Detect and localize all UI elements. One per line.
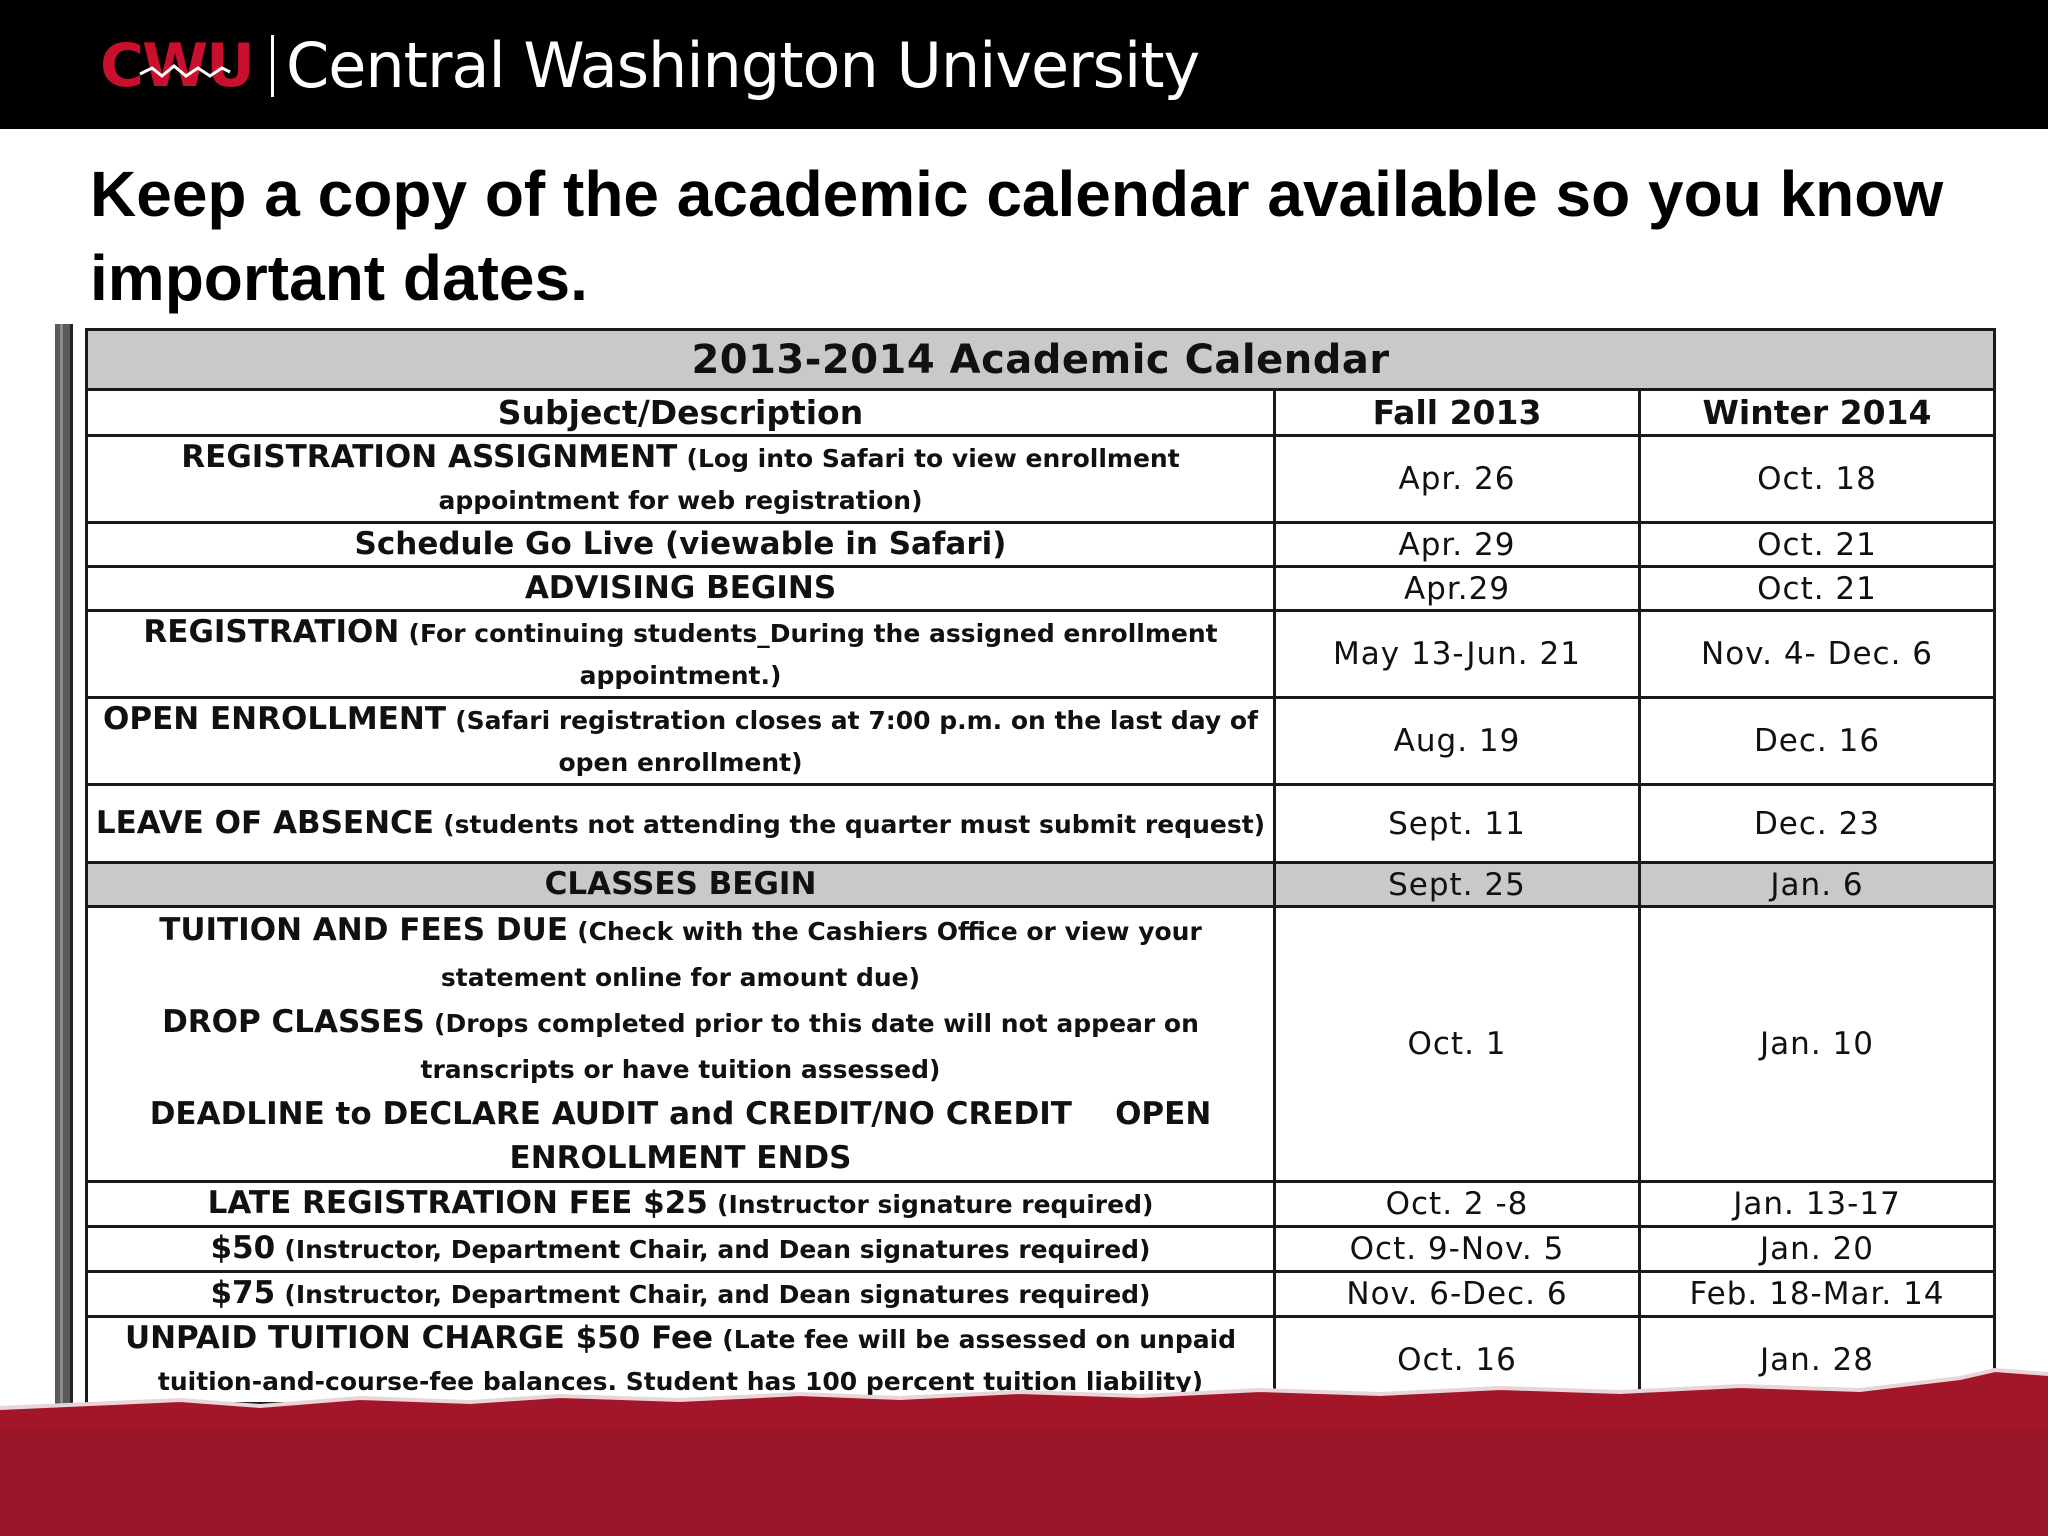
row-bold-text: REGISTRATION ASSIGNMENT (181, 439, 678, 475)
calendar-title: 2013-2014 Academic Calendar (87, 330, 1995, 390)
table-row (87, 1227, 1995, 1272)
calendar-title-row (87, 330, 1995, 390)
row-description (87, 907, 1275, 1182)
row-winter-date: Dec. 23 (1640, 785, 1995, 863)
row-bold-text: ADVISING BEGINS (524, 570, 837, 606)
row-bold-text: DEADLINE to DECLARE AUDIT and CREDIT/NO CREDIT OPEN ENROLLMENT ENDS (149, 1096, 1223, 1176)
row-detail-text: (students not attending the quarter must submit request) (443, 809, 1266, 839)
row-fall-date: Aug. 19 (1275, 698, 1640, 785)
table-row (87, 523, 1995, 567)
row-winter-date: Nov. 4- Dec. 6 (1640, 611, 1995, 698)
row-fall-date: Apr. 26 (1275, 436, 1640, 523)
row-fall-date: Sept. 11 (1275, 785, 1640, 863)
row-winter-date: Oct. 21 (1640, 523, 1995, 567)
row-bold-text: OPEN ENROLLMENT (103, 701, 446, 737)
logo-mark (100, 31, 253, 101)
row-winter-date: Jan. 6 (1640, 863, 1995, 907)
university-name: Central Washington University (285, 29, 1200, 102)
row-winter-date: Jan. 20 (1640, 1227, 1995, 1272)
row-fall-date: Oct. 16 (1275, 1317, 1640, 1404)
row-description (87, 1182, 1275, 1227)
torn-paper-footer (0, 1370, 2048, 1536)
table-row (87, 1272, 1995, 1317)
row-bold-text: $75 (210, 1275, 276, 1311)
row-winter-date: Jan. 28 (1640, 1317, 1995, 1404)
column-header-subject: Subject/Description (87, 390, 1275, 436)
row-description (87, 785, 1275, 863)
table-row (87, 567, 1995, 611)
row-winter-date: Oct. 18 (1640, 436, 1995, 523)
row-fall-date: Nov. 6-Dec. 6 (1275, 1272, 1640, 1317)
row-detail-text: (Log into Safari to view enrollment appointment for web registration) (438, 444, 1180, 515)
row-winter-date: Jan. 13-17 (1640, 1182, 1995, 1227)
row-detail-text: (Instructor, Department Chair, and Dean signatures required) (284, 1235, 1151, 1264)
table-row (87, 698, 1995, 785)
logo-mark-text: CWU (100, 31, 253, 101)
header-bar (0, 0, 2048, 129)
slide-title: Keep a copy of the academic calendar available so you know important dates. (90, 158, 1944, 314)
row-fall-date: Apr. 29 (1275, 523, 1640, 567)
calendar-header-row (87, 390, 1995, 436)
row-detail-text: (Instructor, Department Chair, and Dean signatures required) (284, 1280, 1151, 1309)
row-description (87, 1272, 1275, 1317)
row-description (87, 1227, 1275, 1272)
row-fall-date: May 13-Jun. 21 (1275, 611, 1640, 698)
row-description (87, 863, 1275, 907)
row-detail-text: (Instructor signature required) (717, 1190, 1154, 1219)
row-bold-text: UNPAID TUITION CHARGE $50 Fee (124, 1320, 714, 1356)
row-bold-text: $50 (210, 1230, 276, 1266)
row-detail-text: (Check with the Cashiers Office or view your statement online for amount due) (440, 917, 1202, 992)
row-description (87, 611, 1275, 698)
row-detail-text: (Drops completed prior to this date will not appear on transcripts or have tuition assessed) (420, 1009, 1199, 1084)
row-bold-text: LATE REGISTRATION FEE $25 (207, 1185, 708, 1221)
row-fall-date: Sept. 25 (1275, 863, 1640, 907)
table-row (87, 1182, 1995, 1227)
table-row (87, 785, 1995, 863)
academic-calendar-image (55, 324, 1993, 1408)
logo-squiggle-icon (140, 62, 230, 82)
row-bold-text: TUITION AND FEES DUE (159, 912, 568, 948)
row-winter-date: Feb. 18-Mar. 14 (1640, 1272, 1995, 1317)
table-row (87, 436, 1995, 523)
row-description (87, 523, 1275, 567)
row-winter-date: Oct. 21 (1640, 567, 1995, 611)
row-winter-date: Jan. 10 (1640, 907, 1995, 1182)
row-fall-date: Apr.29 (1275, 567, 1640, 611)
row-fall-date: Oct. 1 (1275, 907, 1640, 1182)
row-detail-text: (Safari registration closes at 7:00 p.m. on the last day of open enrollment) (455, 706, 1258, 777)
row-bold-text: DROP CLASSES (162, 1004, 425, 1040)
row-fall-date: Oct. 2 -8 (1275, 1182, 1640, 1227)
column-header-fall: Fall 2013 (1275, 390, 1640, 436)
row-description (87, 567, 1275, 611)
table-row (87, 907, 1995, 1182)
row-fall-date: Oct. 9-Nov. 5 (1275, 1227, 1640, 1272)
table-row (87, 611, 1995, 698)
column-header-winter: Winter 2014 (1640, 390, 1995, 436)
logo-divider (271, 35, 274, 97)
row-bold-text: LEAVE OF ABSENCE (95, 804, 434, 841)
row-bold-text: Schedule Go Live (viewable in Safari) (354, 526, 1007, 562)
row-winter-date: Dec. 16 (1640, 698, 1995, 785)
university-logo (100, 28, 1199, 104)
row-bold-text: REGISTRATION (143, 614, 400, 650)
left-border-rail (55, 324, 73, 1408)
academic-calendar-table (85, 328, 1996, 1449)
row-detail-text: (For continuing students_During the assigned enrollment appointment.) (408, 619, 1218, 690)
row-detail-text: (Late fee will be assessed on unpaid tuition-and-course-fee balances. Student has 100 percent tuition liability) (157, 1325, 1237, 1396)
row-bold-text: CLASSES BEGIN (544, 866, 817, 902)
row-description (87, 436, 1275, 523)
row-description (87, 698, 1275, 785)
table-row (87, 863, 1995, 907)
